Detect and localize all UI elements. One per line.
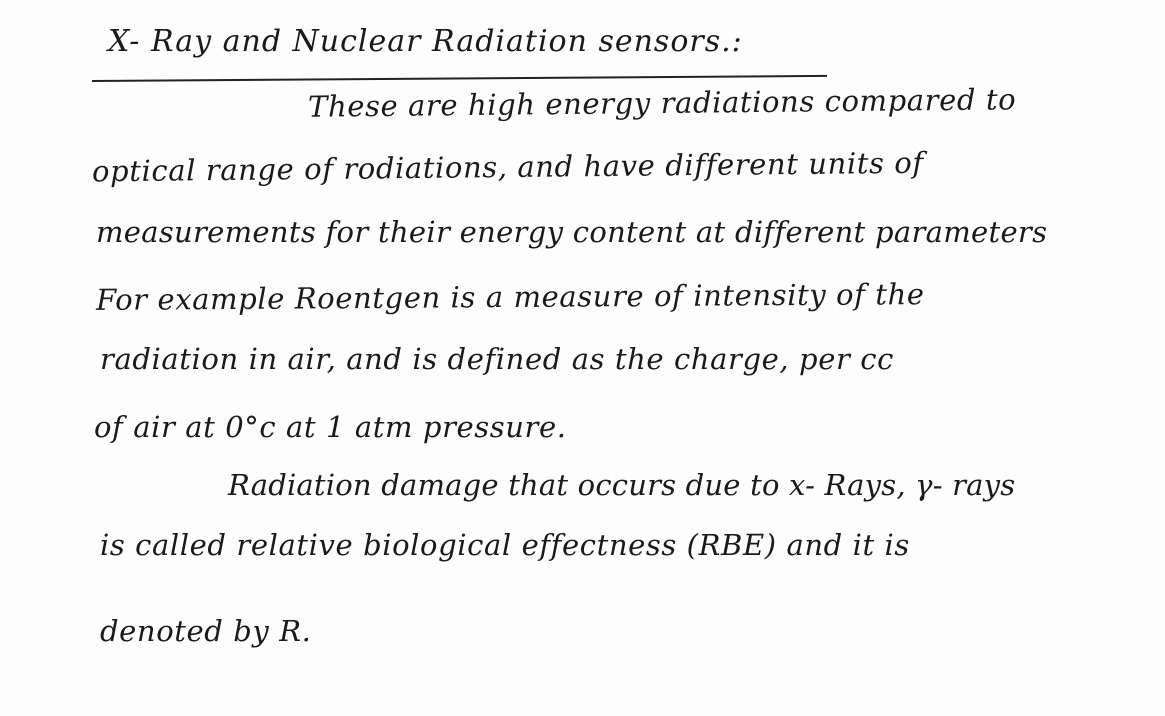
text-line-4: For example Roentgen is a measure of intensity of the xyxy=(95,277,925,317)
text-line-8: is called relative biological effectness (RBE) and it is xyxy=(100,528,910,562)
text-line-2: optical range of rodiations, and have different units of xyxy=(91,145,924,189)
title-underline xyxy=(92,75,827,82)
text-line-3: measurements for their energy content at different parameters xyxy=(96,215,1048,249)
note-title: X- Ray and Nuclear Radiation sensors.: xyxy=(108,24,743,59)
text-line-1: These are high energy radiations compared to xyxy=(307,82,1017,124)
text-line-5: radiation in air, and is defined as the charge, per cc xyxy=(100,342,894,376)
text-line-9: denoted by R. xyxy=(100,614,312,648)
text-line-7: Radiation damage that occurs due to x- Rays, γ- rays xyxy=(228,468,1016,502)
text-line-6: of air at 0°c at 1 atm pressure. xyxy=(94,410,567,444)
